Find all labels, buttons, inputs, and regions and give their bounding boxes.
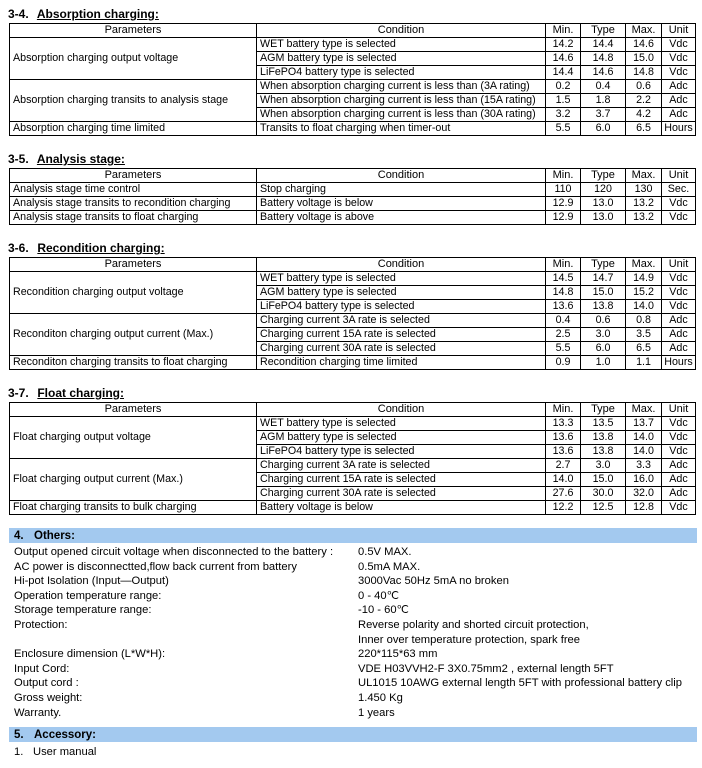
unit-cell: Vdc [662,197,696,211]
type-cell: 15.0 [581,286,626,300]
list-item [8,574,695,589]
table-row [10,80,696,94]
section-number: 4. [14,529,24,542]
condition-cell: Recondition charging time limited [257,356,546,370]
item-number: 1. [14,746,24,759]
col-header-parameters: Parameters [10,258,257,272]
condition-cell: AGM battery type is selected [257,431,546,445]
unit-cell: Vdc [662,38,696,52]
col-header-max: Max. [626,403,662,417]
item-label: Enclosure dimension (L*W*H): [14,648,166,661]
min-cell: 13.6 [546,300,581,314]
min-cell: 13.3 [546,417,581,431]
max-cell: 2.2 [626,94,662,108]
section-heading [8,242,695,255]
table-header-row [10,258,696,272]
condition-cell: When absorption charging current is less than (3A rating) [257,80,546,94]
unit-cell: Adc [662,80,696,94]
item-value: 3000Vac 50Hz 5mA no broken [358,575,509,588]
min-cell: 14.5 [546,272,581,286]
item-value: 1 years [358,706,395,719]
type-cell: 30.0 [581,487,626,501]
item-value: 220*115*63 mm [358,648,438,661]
float-charging-table [9,402,696,515]
table-header-row [10,403,696,417]
others-list [8,545,695,720]
type-cell: 14.4 [581,38,626,52]
min-cell: 14.6 [546,52,581,66]
min-cell: 2.7 [546,459,581,473]
item-label: Warranty. [14,706,62,719]
item-label [14,633,358,648]
table-row [10,459,696,473]
unit-cell: Adc [662,314,696,328]
max-cell: 32.0 [626,487,662,501]
max-cell: 130 [626,183,662,197]
col-header-parameters: Parameters [10,169,257,183]
section-float-charging [8,387,695,515]
unit-cell: Hours [662,122,696,136]
type-cell: 6.0 [581,342,626,356]
col-header-min: Min. [546,403,581,417]
param-cell: Float charging output current (Max.) [10,459,257,501]
max-cell: 0.6 [626,80,662,94]
param-cell: Absorption charging output voltage [10,38,257,80]
min-cell: 1.5 [546,94,581,108]
type-cell: 120 [581,183,626,197]
max-cell: 14.8 [626,66,662,80]
section-title: Analysis stage: [36,152,125,166]
max-cell: 13.2 [626,211,662,225]
unit-cell: Adc [662,94,696,108]
max-cell: 15.2 [626,286,662,300]
item-label: Gross weight: [14,691,83,704]
param-cell: Absorption charging transits to analysis stage [10,80,257,122]
param-cell: Absorption charging time limited [10,122,257,136]
min-cell: 0.9 [546,356,581,370]
section-recondition-charging [8,242,695,370]
condition-cell: Charging current 30A rate is selected [257,342,546,356]
max-cell: 6.5 [626,122,662,136]
col-header-unit: Unit [662,24,696,38]
param-cell: Analysis stage transits to float charging [10,211,257,225]
col-header-condition: Condition [257,169,546,183]
item-label: Operation temperature range: [14,589,162,602]
min-cell: 27.6 [546,487,581,501]
list-item [8,647,695,662]
min-cell: 5.5 [546,122,581,136]
condition-cell: When absorption charging current is less than (15A rating) [257,94,546,108]
condition-cell: Battery voltage is below [257,501,546,515]
unit-cell: Vdc [662,300,696,314]
min-cell: 0.2 [546,80,581,94]
condition-cell: WET battery type is selected [257,272,546,286]
section-title: Accessory: [34,728,97,741]
param-cell: Reconditon charging output current (Max.) [10,314,257,356]
min-cell: 0.4 [546,314,581,328]
section-analysis-stage [8,153,695,225]
min-cell: 14.8 [546,286,581,300]
table-row [10,314,696,328]
max-cell: 13.2 [626,197,662,211]
item-value: VDE H03VVH2-F 3X0.75mm2 , external length 5FT [358,662,614,675]
list-item [8,545,695,560]
item-value: Reverse polarity and shorted circuit protection, [358,618,589,631]
absorption-charging-table [9,23,696,136]
list-item [8,676,695,691]
table-row [10,122,696,136]
col-header-min: Min. [546,24,581,38]
table-row [10,501,696,515]
type-cell: 13.5 [581,417,626,431]
min-cell: 110 [546,183,581,197]
param-cell: Reconditon charging transits to float charging [10,356,257,370]
max-cell: 1.1 [626,356,662,370]
list-item [8,618,695,633]
item-label: Protection: [14,618,68,631]
unit-cell: Adc [662,108,696,122]
col-header-type: Type [581,403,626,417]
condition-cell: WET battery type is selected [257,417,546,431]
table-row [10,272,696,286]
max-cell: 12.8 [626,501,662,515]
item-value: 0.5V MAX. [358,546,412,558]
min-cell: 3.2 [546,108,581,122]
max-cell: 15.0 [626,52,662,66]
type-cell: 12.5 [581,501,626,515]
condition-cell: Transits to float charging when timer-out [257,122,546,136]
section-heading [8,153,695,166]
item-label: Output opened circuit voltage when disconnected to the battery : [14,546,334,558]
type-cell: 13.8 [581,300,626,314]
col-header-max: Max. [626,24,662,38]
item-label: Hi-pot Isolation (Input—Output) [14,575,169,588]
item-value: 0 - 40℃ [358,589,400,602]
section-number: 5. [14,728,24,741]
list-item [8,633,695,648]
type-cell: 14.8 [581,52,626,66]
min-cell: 12.2 [546,501,581,515]
table-row [10,417,696,431]
col-header-parameters: Parameters [10,24,257,38]
col-header-type: Type [581,24,626,38]
others-header-bar [9,528,697,543]
section-title: Absorption charging: [36,7,159,21]
col-header-unit: Unit [662,258,696,272]
max-cell: 14.9 [626,272,662,286]
max-cell: 4.2 [626,108,662,122]
type-cell: 13.0 [581,197,626,211]
type-cell: 3.7 [581,108,626,122]
type-cell: 3.0 [581,328,626,342]
item-label: AC power is disconnectted,flow back current from battery [14,560,297,573]
type-cell: 14.6 [581,66,626,80]
max-cell: 14.6 [626,38,662,52]
item-value: -10 - 60℃ [358,604,410,617]
min-cell: 14.0 [546,473,581,487]
max-cell: 0.8 [626,314,662,328]
section-accessory [8,727,695,760]
max-cell: 3.5 [626,328,662,342]
unit-cell: Vdc [662,52,696,66]
table-row [10,197,696,211]
param-cell: Float charging transits to bulk charging [10,501,257,515]
list-item [8,691,695,706]
table-row [10,211,696,225]
type-cell: 13.0 [581,211,626,225]
param-cell: Float charging output voltage [10,417,257,459]
unit-cell: Vdc [662,66,696,80]
item-label: User manual [33,746,97,759]
condition-cell: LiFePO4 battery type is selected [257,66,546,80]
col-header-unit: Unit [662,169,696,183]
unit-cell: Vdc [662,417,696,431]
unit-cell: Vdc [662,501,696,515]
unit-cell: Vdc [662,286,696,300]
condition-cell: LiFePO4 battery type is selected [257,300,546,314]
max-cell: 3.3 [626,459,662,473]
condition-cell: LiFePO4 battery type is selected [257,445,546,459]
col-header-condition: Condition [257,24,546,38]
max-cell: 14.0 [626,431,662,445]
item-label: Storage temperature range: [14,604,152,617]
condition-cell: Stop charging [257,183,546,197]
type-cell: 1.8 [581,94,626,108]
unit-cell: Vdc [662,211,696,225]
list-item [8,560,695,575]
unit-cell: Adc [662,473,696,487]
col-header-type: Type [581,169,626,183]
param-cell: Analysis stage transits to recondition charging [10,197,257,211]
section-number: 3-7. [8,386,29,400]
type-cell: 15.0 [581,473,626,487]
max-cell: 14.0 [626,445,662,459]
condition-cell: WET battery type is selected [257,38,546,52]
accessory-header-bar [9,727,697,742]
condition-cell: Charging current 15A rate is selected [257,473,546,487]
table-row [10,356,696,370]
type-cell: 6.0 [581,122,626,136]
list-item [8,662,695,677]
analysis-stage-table [9,168,696,225]
unit-cell: Sec. [662,183,696,197]
condition-cell: Battery voltage is below [257,197,546,211]
type-cell: 0.4 [581,80,626,94]
min-cell: 14.4 [546,66,581,80]
item-value: UL1015 10AWG external length 5FT with professional battery clip [358,677,682,690]
type-cell: 1.0 [581,356,626,370]
section-heading [8,387,695,400]
list-item [8,589,695,604]
section-number: 3-4. [8,7,29,21]
section-others [8,528,695,720]
min-cell: 2.5 [546,328,581,342]
section-title: Others: [34,529,75,542]
col-header-max: Max. [626,258,662,272]
condition-cell: AGM battery type is selected [257,52,546,66]
col-header-type: Type [581,258,626,272]
type-cell: 0.6 [581,314,626,328]
max-cell: 13.7 [626,417,662,431]
table-header-row [10,24,696,38]
min-cell: 5.5 [546,342,581,356]
section-number: 3-5. [8,152,29,166]
max-cell: 16.0 [626,473,662,487]
min-cell: 13.6 [546,431,581,445]
condition-cell: Charging current 15A rate is selected [257,328,546,342]
item-value: Inner over temperature protection, spark free [358,633,580,646]
min-cell: 14.2 [546,38,581,52]
min-cell: 13.6 [546,445,581,459]
param-cell: Recondition charging output voltage [10,272,257,314]
max-cell: 14.0 [626,300,662,314]
col-header-min: Min. [546,169,581,183]
condition-cell: AGM battery type is selected [257,286,546,300]
table-row [10,38,696,52]
section-title: Float charging: [37,386,125,400]
recondition-charging-table [9,257,696,370]
unit-cell: Adc [662,487,696,501]
condition-cell: When absorption charging current is less than (30A rating) [257,108,546,122]
type-cell: 13.8 [581,431,626,445]
item-label: Input Cord: [14,662,70,675]
min-cell: 12.9 [546,211,581,225]
col-header-max: Max. [626,169,662,183]
unit-cell: Adc [662,328,696,342]
col-header-condition: Condition [257,403,546,417]
condition-cell: Charging current 3A rate is selected [257,459,546,473]
unit-cell: Vdc [662,431,696,445]
table-header-row [10,169,696,183]
table-row [10,183,696,197]
list-item [8,603,695,618]
param-cell: Analysis stage time control [10,183,257,197]
unit-cell: Vdc [662,445,696,459]
section-heading [8,8,695,21]
type-cell: 14.7 [581,272,626,286]
condition-cell: Battery voltage is above [257,211,546,225]
min-cell: 12.9 [546,197,581,211]
section-number: 3-6. [8,241,29,255]
max-cell: 6.5 [626,342,662,356]
unit-cell: Adc [662,459,696,473]
col-header-min: Min. [546,258,581,272]
unit-cell: Vdc [662,272,696,286]
item-label: Output cord : [14,677,79,690]
unit-cell: Adc [662,342,696,356]
list-item [8,706,695,721]
condition-cell: Charging current 30A rate is selected [257,487,546,501]
section-title: Recondition charging: [37,241,165,255]
type-cell: 3.0 [581,459,626,473]
list-item [8,745,695,760]
unit-cell: Hours [662,356,696,370]
col-header-condition: Condition [257,258,546,272]
section-absorption-charging [8,8,695,136]
col-header-parameters: Parameters [10,403,257,417]
condition-cell: Charging current 3A rate is selected [257,314,546,328]
item-value: 1.450 Kg [358,691,403,704]
item-value: 0.5mA MAX. [358,560,421,573]
col-header-unit: Unit [662,403,696,417]
type-cell: 13.8 [581,445,626,459]
